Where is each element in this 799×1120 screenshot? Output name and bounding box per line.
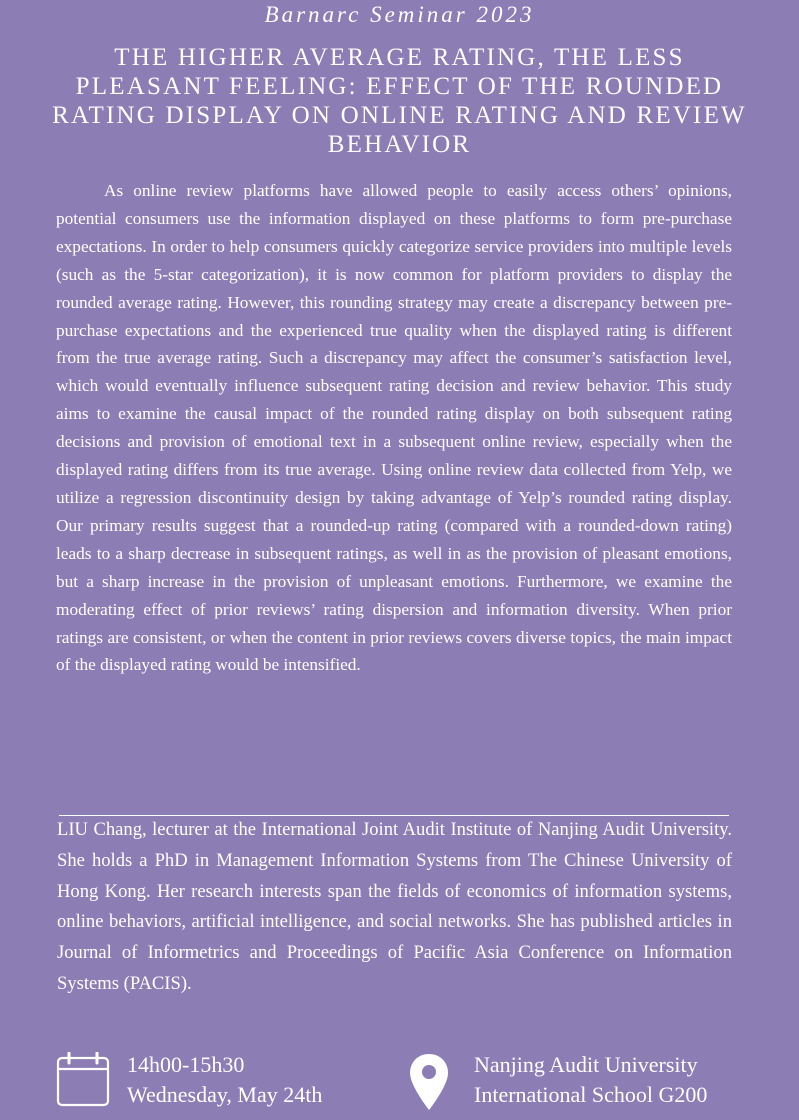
event-date: Wednesday, May 24th xyxy=(127,1082,323,1107)
calendar-icon xyxy=(56,1052,112,1108)
event-time: 14h00-15h30 xyxy=(127,1052,245,1077)
speaker-bio: LIU Chang, lecturer at the International Joint Audit Institute of Nanjing Audit University. She holds a PhD in Management Information Systems from The Chinese University of Hong Kong. Her research interests span the fields of economics of information systems, online behaviors, artificial intelligence, and social networks. She has published articles in Journal of Informetrics and Proceedings of Pacific Asia Conference on Information Systems (PACIS). xyxy=(57,819,732,994)
abstract-paragraph: As online review platforms have allowed people to easily access others’ opinions, potential consumers use the information displayed on these platforms to form pre-purchase expectations. In order to help consumers quickly categorize service providers into multiple levels (such as the 5-star categorization), it is now common for platform providers to display the rounded average rating. However, this rounding strategy may create a discrepancy between pre-purchase expectations and the experienced true quality when the displayed rating is different from the true average rating. Such a discrepancy may affect the consumer’s satisfaction level, which would eventually influence subsequent rating decision and review behavior. This study aims to examine the causal impact of the rounded rating display on both subsequent rating decisions and provision of emotional text in a subsequent online review, especially when the displayed rating differs from its true average. Using online review data collected from Yelp, we utilize a regression discontinuity design by taking advantage of Yelp’s rounded rating display. Our primary results suggest that a rounded-up rating (compared with a rounded-down rating) leads to a sharp decrease in subsequent ratings, as well in as the provision of pleasant emotions, but a sharp increase in the provision of unpleasant emotions. Furthermore, we examine the moderating effect of prior reviews’ rating dispersion and information diversity. When prior ratings are consistent, or when the content in prior reviews covers diverse topics, the main impact of the displayed rating would be intensified. xyxy=(56,181,732,675)
talk-title: THE HIGHER AVERAGE RATING, THE LESS PLEASANT FEELING: EFFECT OF THE ROUNDED RATING DISPLAY ON ONLINE RATING AND REVIEW BEHAVIOR xyxy=(52,44,747,158)
event-time-block xyxy=(127,1050,322,1110)
location-pin-icon xyxy=(408,1052,450,1112)
venue-line-1: Nanjing Audit University xyxy=(474,1052,698,1077)
seminar-series-title: Barnarc Seminar 2023 xyxy=(264,2,535,27)
event-venue-block xyxy=(474,1050,707,1110)
venue-line-2: International School G200 xyxy=(474,1082,708,1107)
